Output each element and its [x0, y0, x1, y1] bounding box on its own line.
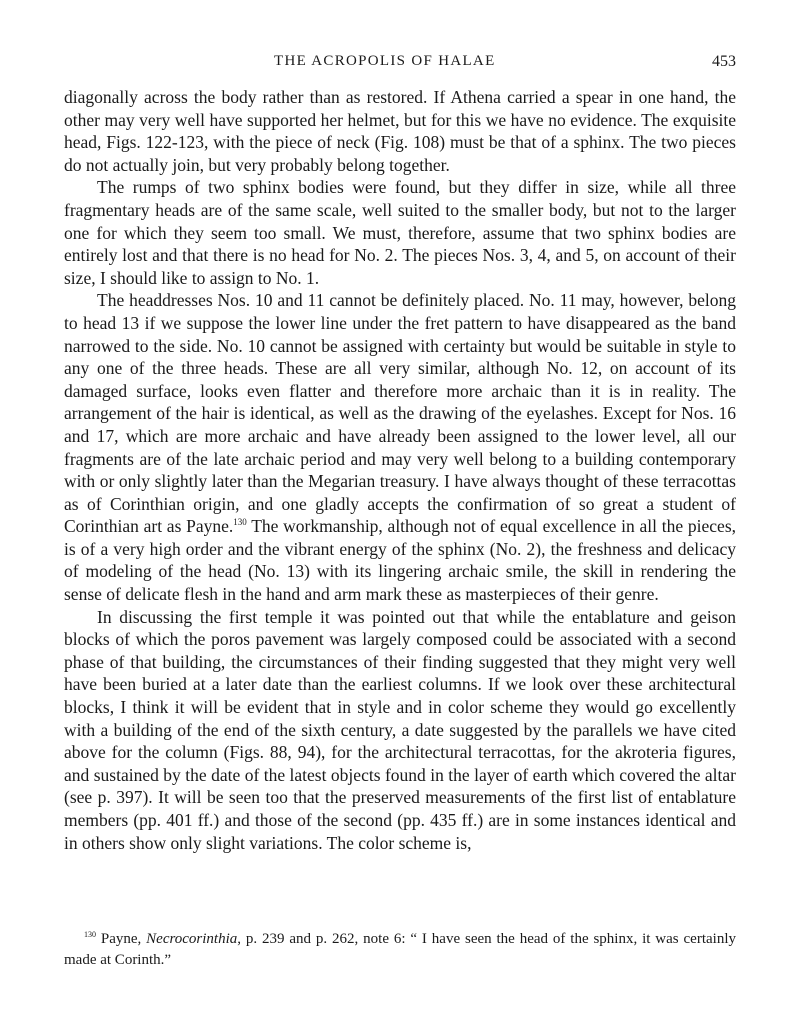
- page-number: 453: [712, 53, 736, 70]
- body-text: [64, 86, 736, 854]
- footnote-rest: , p. 239 and p. 262, note 6: “ I have seen the head of the sphinx, it was certainly made at Corinth.”: [64, 931, 736, 968]
- footnote-reference[interactable]: 130: [233, 517, 247, 528]
- footnote: [64, 929, 736, 971]
- footnote-author: Payne,: [96, 931, 147, 947]
- running-head-title: THE ACROPOLIS OF HALAE: [274, 53, 496, 69]
- footnote-text: [64, 929, 736, 971]
- footnote-work-title: Necrocorinthia: [146, 931, 238, 947]
- paragraph-continued: diagonally across the body rather than as restored. If Athena carried a spear in one hand, the other may very well have supported her helmet, but for this we have no evidence. The exquisite head, Figs. 122-123, with the piece of neck (Fig. 108) must be that of a sphinx. The two pieces do not actually join, but very probably belong together.: [64, 87, 736, 175]
- running-head: [0, 53, 801, 75]
- paragraph-first-temple: In discussing the first temple it was pointed out that while the entablature and geison blocks of which the poros pavement was largely composed could be associated with a second phase of that building, the circumstances of their finding suggested that they might very well have been buried at a later date than the earliest columns. If we look over these architectural blocks, I think it will be evident that in style and in color scheme they would go excellently with a building of the end of the sixth century, a date suggested by the parallels we have cited above for the column (Figs. 88, 94), for the architectural terracottas, for the akroteria figures, and sustained by the date of the latest objects found in the layer of earth which covered the altar (see p. 397). It will be seen too that the preserved measurements of the first list of entablature members (pp. 401 ff.) and those of the second (pp. 435 ff.) are in some instances identical and in others show only slight variations. The color scheme is,: [64, 606, 736, 853]
- paragraph-headdresses: [64, 289, 736, 605]
- footnote-number: 130: [84, 930, 96, 939]
- paragraph-sphinx-bodies: The rumps of two sphinx bodies were found, but they differ in size, while all three fragmentary heads are of the same scale, well suited to the smaller body, but not to the larger one for which they seem too small. We must, therefore, assume that two sphinx bodies are entirely lost and that there is no head for No. 2. The pieces Nos. 3, 4, and 5, on account of their size, I should like to assign to No. 1.: [64, 177, 736, 288]
- paragraph-headdresses-text-cont: The workmanship, although not of equal excellence in all the pieces, is of a very high order and the vibrant energy of the sphinx (No. 2), the freshness and delicacy of modeling of the head (No. 13) with its lingering archaic smile, the skill in rendering the sense of delicate flesh in the hand and arm mark these as masterpieces of their genre.: [64, 516, 737, 605]
- paragraph-headdresses-text: The headdresses Nos. 10 and 11 cannot be definitely placed. No. 11 may, however, belong to head 13 if we suppose the lower line under the fret pattern to have disappeared as the band narrowed to the side. No. 10 cannot be assigned with certainty but would be suitable in style to any one of the three heads. These are all very similar, although No. 12, on account of its damaged surface, looks even flatter and therefore more archaic than it is in reality. The arrangement of the hair is identical, as well as the drawing of the eyelashes. Except for Nos. 16 and 17, which are more archaic and have already been assigned to the lower level, all our fragments are of the late archaic period and may very well belong to a building contemporary with or only slightly later than the Megarian treasury. I have always thought of these terracottas as of Corinthian origin, and one gladly accepts the confirmation of so great a student of Corinthian art as Payne.: [64, 290, 736, 537]
